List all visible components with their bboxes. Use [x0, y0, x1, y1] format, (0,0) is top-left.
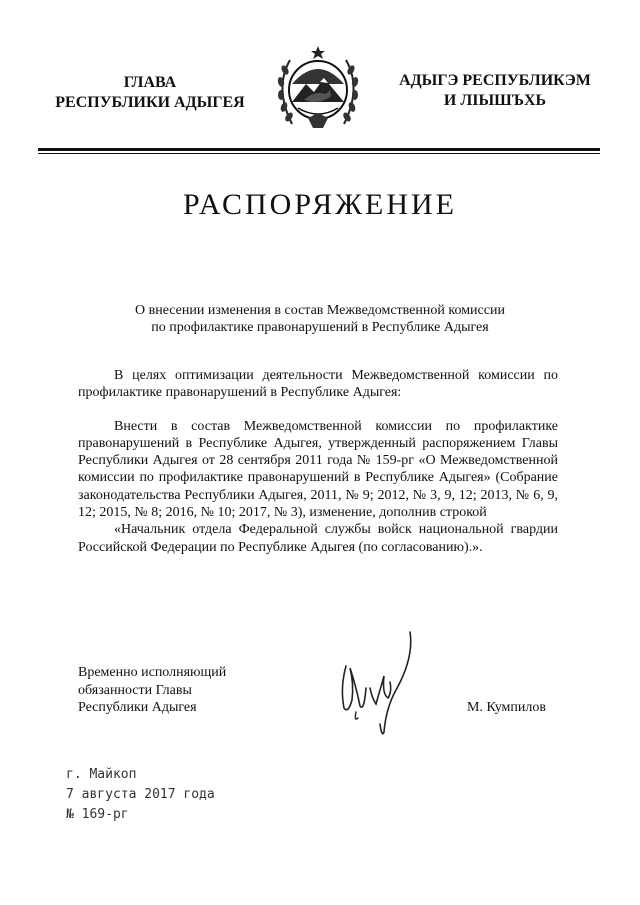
header-right [380, 71, 610, 111]
stamp-city: г. Майкоп [66, 767, 137, 782]
document-body [78, 367, 558, 556]
coat-of-arms-adygea-icon [268, 40, 368, 140]
header-left-line2: РЕСПУБЛИКИ АДЫГЕЯ [55, 94, 245, 111]
stamp-number: № 169-рг [66, 807, 129, 822]
signatory-role [78, 664, 278, 717]
header-right-line1: АДЫГЭ РЕСПУБЛИКЭМ [399, 72, 591, 89]
header-right-line2: И ЛІЫШЪХЬ [443, 92, 547, 109]
subject-line1: О внесении изменения в состав Межведомственной комиссии [135, 303, 505, 318]
stamp-date: 7 августа 2017 года [66, 787, 215, 802]
subject-line2: по профилактике правонарушений в Республике Адыгея [151, 320, 489, 335]
body-paragraph-1: В целях оптимизации деятельности Межведомственной комиссии по профилактике правонарушений в Республике Адыгея: [78, 368, 558, 401]
signatory-role-line3: Республики Адыгея [78, 700, 197, 715]
handwritten-signature [326, 628, 421, 743]
signatory-name: М. Кумпилов [467, 700, 546, 715]
document-title: РАСПОРЯЖЕНИЕ [182, 188, 458, 221]
header-divider-thin [38, 153, 600, 154]
header-divider-thick [38, 148, 600, 151]
signatory-role-line1: Временно исполняющий [78, 665, 227, 680]
header-left-line1: ГЛАВА [123, 74, 177, 91]
registration-stamp [66, 765, 215, 825]
signatory-role-line2: обязанности Главы [78, 682, 192, 698]
body-paragraph-2: Внести в состав Межведомственной комиссии по профилактике правонарушений в Республике Адыгея, утвержденный распоряжением Главы Республики Адыгея от 28 сентября 2011 года № 159-рг «О Межведомственной комиссии по профилактике правонарушений в Республике Адыгея» (Собрание законодательства Республики Адыгея, 2011, № 9; 2012, № 3, 9, 12; 2013, № 6, 9, 12; 2015, № 8; 2016, № 10; 2017, № 3), изменение, дополнив строкой [78, 418, 558, 521]
header-left [40, 73, 260, 113]
body-paragraph-3: «Начальник отдела Федеральной службы войск национальной гвардии Российской Федерации по Республике Адыгея (по согласованию).». [78, 522, 558, 555]
document-subject [90, 302, 550, 336]
